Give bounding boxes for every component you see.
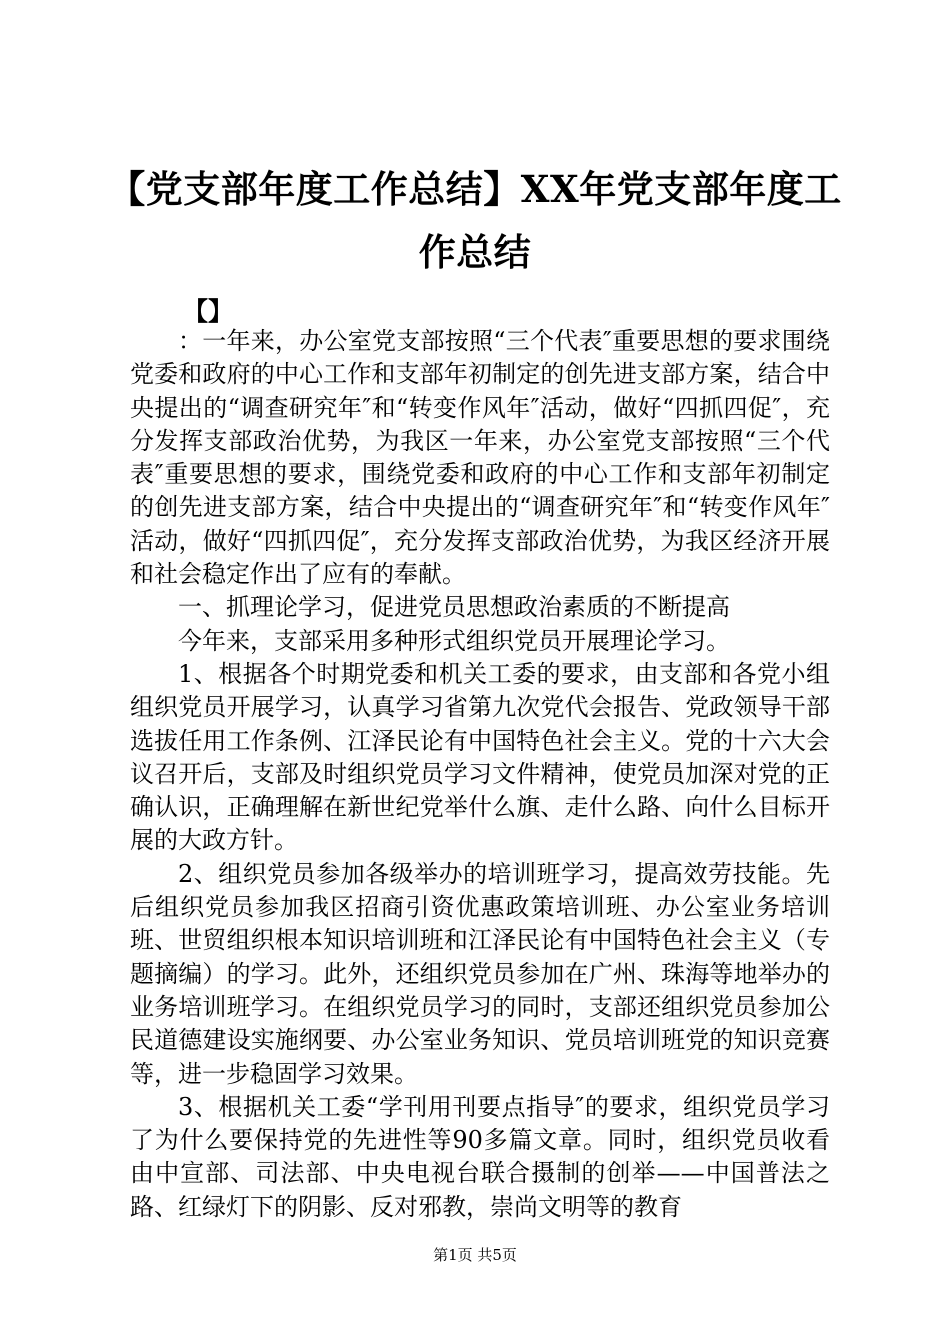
paragraph: 3、根据机关工委“学刊用刊要点指导″的要求，组织党员学习了为什么要保持党的先进性等90多篇文章。同时，组织党员收看由中宣部、司法部、中央电视台联合摄制的创举——中国普法之路、红绿灯下的阴影、反对邪教，崇尚文明等的教育 bbox=[130, 1092, 830, 1221]
document-body bbox=[130, 325, 830, 1224]
empty-bracket-label: 【】 bbox=[183, 297, 234, 326]
paragraph: 2、组织党员参加各级举办的培训班学习，提高效劳技能。先后组织党员参加我区招商引资优惠政策培训班、办公室业务培训班、世贸组织根本知识培训班和江泽民论有中国特色社会主义（专题摘编）的学习。此外，还组织党员参加在广州、珠海等地举办的业务培训班学习。在组织党员学习的同时，支部还组织党员参加公民道德建设实施纲要、办公室业务知识、党员培训班党的知识竞赛等，进一步稳固学习效果。 bbox=[130, 859, 830, 1088]
page-footer: 第1页 共5页 bbox=[433, 1246, 517, 1264]
paragraph-intro: ：一年来，办公室党支部按照“三个代表″重要思想的要求围绕党委和政府的中心工作和支部年初制定的创先进支部方案，结合中央提出的“调查研究年″和“转变作风年″活动，做好“四抓四促″，充分发挥支部政治优势，为我区一年来，办公室党支部按照“三个代表″重要思想的要求，围绕党委和政府的中心工作和支部年初制定的创先进支部方案，结合中央提出的“调查研究年″和“转变作风年″活动，做好“四抓四促″，充分发挥支部政治优势，为我区经济开展和社会稳定作出了应有的奉献。 bbox=[130, 327, 830, 589]
paragraph: 1、根据各个时期党委和机关工委的要求，由支部和各党小组组织党员开展学习，认真学习省第九次党代会报告、党政领导干部选拔任用工作条例、江泽民论有中国特色社会主义。党的十六大会议召开后，支部及时组织党员学习文件精神，使党员加深对党的正确认识，正确理解在新世纪党举什么旗、走什么路、向什么目标开展的大政方针。 bbox=[130, 659, 830, 855]
paragraph: 今年来，支部采用多种形式组织党员开展理论学习。 bbox=[178, 626, 730, 655]
document-title: 【党支部年度工作总结】XX年党支部年度工作总结 bbox=[108, 167, 842, 274]
section-heading: 一、抓理论学习，促进党员思想政治素质的不断提高 bbox=[178, 593, 730, 622]
